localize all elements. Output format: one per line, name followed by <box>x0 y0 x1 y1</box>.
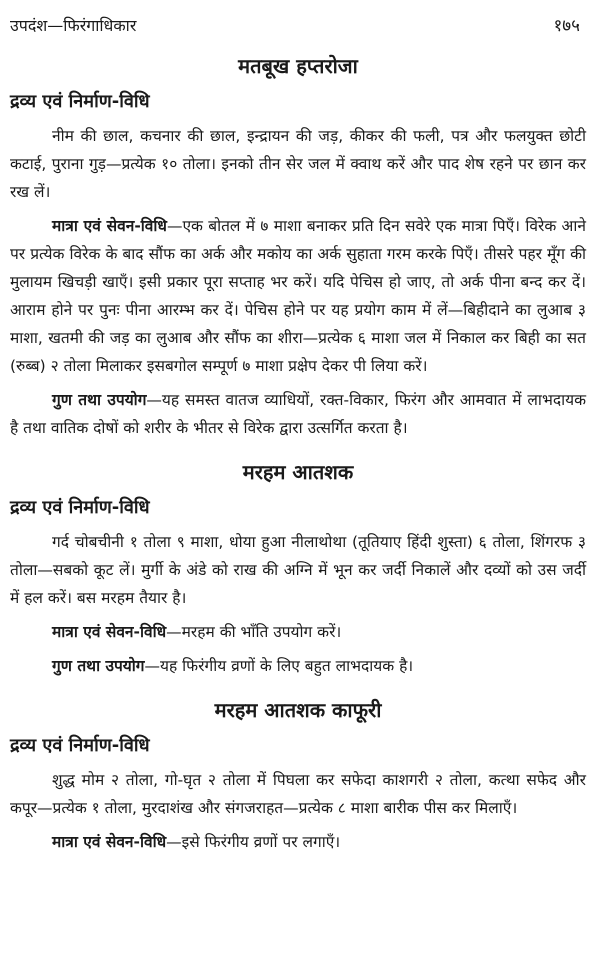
section-marham-atshak-kafuri <box>10 696 586 856</box>
ingredients-paragraph: गर्द चोबचीनी १ तोला ९ माशा, धोया हुआ नीलाथोथा (तूतियाए हिंदी शुस्ता) ६ तोला, शिंगरफ ३ तोला—सबको कूट लें। मुर्गी के अंडे को राख की अग्नि में भून कर जर्दी निकालें और दव्यों को उस जर्दी में हल करें। बस मरहम तैयार है। <box>10 533 586 607</box>
section-marham-atshak <box>10 458 586 680</box>
benefit-label: गुण तथा उपयोग <box>52 657 145 675</box>
benefit-text: —यह समस्त वातज व्याधियों, रक्त-विकार, फिरंग और आमवात में लाभदायक है तथा वातिक दोषों को शरीर के भीतर से विरेक द्वारा उत्सर्गित करता है। <box>10 391 586 437</box>
dosage-text: —एक बोतल में ७ माशा बनाकर प्रति दिन सवेरे एक मात्रा पिएँ। विरेक आने पर प्रत्येक विरेक के बाद सौंफ का अर्क और मकोय का अर्क सुहाता गरम करके पिएँ। तीसरे पहर मूँग की मुलायम खिचड़ी खाएँ। इसी प्रकार पूरा सप्ताह भर करें। यदि पेचिस हो जाए, तो अर्क पीना बन्द कर दें। आराम होने पर पुनः पीना आरम्भ कर दें। पेचिस होने पर यह प्रयोग काम में लें—बिहीदाने का लुआब ३ माशा, खतमी की जड़ का लुआब और सौंफ का शीरा—प्रत्येक ६ माशा जल में निकाल कर बिही का सत (रुब्ब) २ तोला मिलाकर इसबगोल सम्पूर्ण ७ माशा प्रक्षेप देकर पी लिया करें। <box>10 217 586 375</box>
running-header <box>10 0 586 40</box>
benefit-paragraph <box>10 652 586 680</box>
ingredients-paragraph: नीम की छाल, कचनार की छाल, इन्द्रायन की जड़, कीकर की फली, पत्र और फलयुक्त छोटी कटाई, पुराना गुड़—प्रत्येक १० तोला। इनको तीन सेर जल में क्वाथ करें और पाद शेष रहने पर छान कर रख लें। <box>10 127 586 201</box>
section-subheading: द्रव्य एवं निर्माण-विधि <box>10 497 150 518</box>
benefit-paragraph <box>10 386 586 442</box>
dosage-label: मात्रा एवं सेवन-विधि <box>52 217 167 235</box>
dosage-paragraph <box>10 828 586 856</box>
page-number: १७५ <box>553 16 580 36</box>
dosage-label: मात्रा एवं सेवन-विधि <box>52 833 167 851</box>
dosage-text: —इसे फिरंगीय व्रणों पर लगाएँ। <box>166 833 341 851</box>
benefit-text: —यह फिरंगीय व्रणों के लिए बहुत लाभदायक है। <box>144 657 414 675</box>
dosage-label: मात्रा एवं सेवन-विधि <box>52 623 167 641</box>
dosage-text: —मरहम की भाँति उपयोग करें। <box>166 623 342 641</box>
ingredients-paragraph: शुद्ध मोम २ तोला, गो-घृत २ तोला में पिघला कर सफेदा काशगरी २ तोला, कत्था सफेद और कपूर—प्रत्येक १ तोला, मुरदाशंख और संगजराहत—प्रत्येक ८ माशा बारीक पीस कर मिलाएँ। <box>10 771 586 817</box>
section-subheading: द्रव्य एवं निर्माण-विधि <box>10 91 150 112</box>
section-subheading: द्रव्य एवं निर्माण-विधि <box>10 735 150 756</box>
section-title: मरहम आतशक <box>242 460 354 484</box>
section-matbukh-haftroza <box>10 52 586 442</box>
dosage-paragraph <box>10 212 586 380</box>
section-title: मतबूख हप्तरोजा <box>238 54 358 78</box>
running-title: उपदंश—फिरंगाधिकार <box>10 16 137 35</box>
benefit-label: गुण तथा उपयोग <box>52 391 147 409</box>
section-title: मरहम आतशक काफूरी <box>214 698 382 722</box>
dosage-paragraph <box>10 618 586 646</box>
